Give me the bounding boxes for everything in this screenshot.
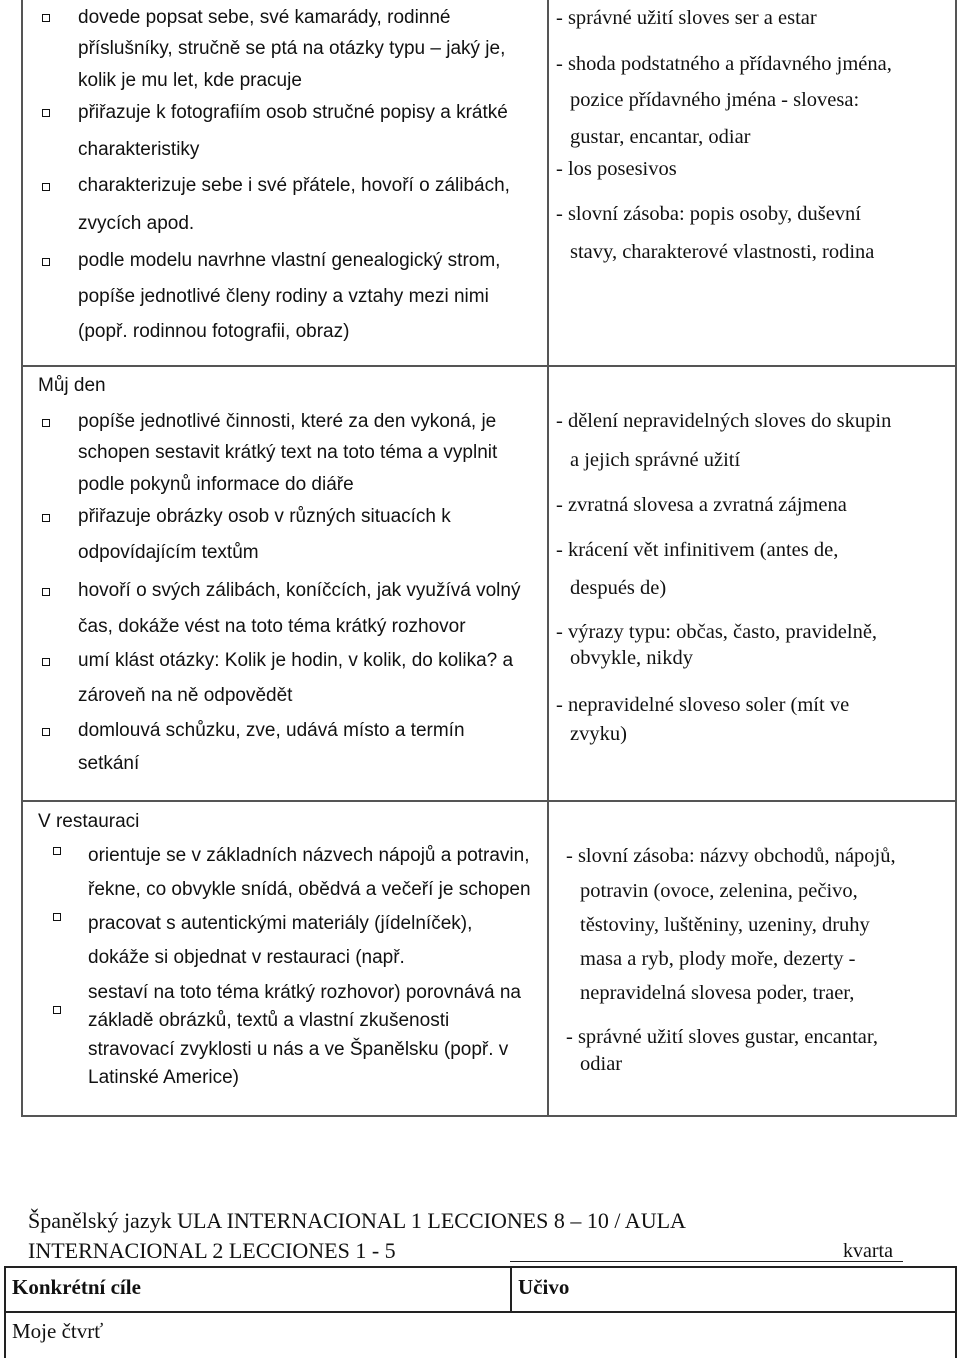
goal-text: domlouvá schůzku, zve, udává místo a termín — [78, 720, 465, 741]
goal-text: (popř. rodinnou fotografii, obraz) — [78, 321, 350, 342]
goal-text: přiřazuje k fotografiím osob stručné popisy a krátké — [78, 102, 508, 123]
content-text: - slovní zásoba: popis osoby, duševní — [556, 203, 862, 225]
checkbox-bullet-icon — [42, 658, 50, 666]
content-text: - dělení nepravidelných sloves do skupin — [556, 410, 892, 432]
content-text: a jejich správné užití — [570, 449, 741, 471]
content-text: - nepravidelné sloveso soler (mít ve — [556, 694, 850, 716]
goal-text: příslušníky, stručně se ptá na otázky typu – jaký je, — [78, 38, 506, 59]
goal-text: hovoří o svých zálibách, koníčcích, jak využívá volný — [78, 580, 521, 601]
content-text: - shoda podstatného a přídavného jména, — [556, 53, 892, 75]
goal-text: zvycích apod. — [78, 213, 195, 234]
table-right-border — [955, 0, 957, 1117]
goal-text: dokáže si objednat v restauraci (např. — [88, 947, 405, 968]
content-text: obvykle, nikdy — [570, 647, 693, 669]
goal-text: přiřazuje obrázky osob v různých situacích k — [78, 506, 451, 527]
checkbox-bullet-icon — [42, 514, 50, 522]
goal-text: zároveň na ně odpovědět — [78, 685, 293, 706]
table-column-divider — [547, 0, 549, 1117]
checkbox-bullet-icon — [42, 588, 50, 596]
content-text: - správné užití sloves ser a estar — [556, 7, 817, 29]
content-text: - los posesivos — [556, 158, 677, 180]
goal-text: Latinské Americe) — [88, 1067, 240, 1088]
checkbox-bullet-icon — [53, 913, 61, 921]
checkbox-bullet-icon — [53, 847, 61, 855]
checkbox-bullet-icon — [42, 14, 50, 22]
content-text: pozice přídavného jména - slovesa: — [570, 89, 860, 111]
table-left-border — [21, 0, 23, 1117]
content-text: - krácení vět infinitivem (antes de, — [556, 539, 839, 561]
goal-text: dovede popsat sebe, své kamarády, rodinné — [78, 7, 451, 28]
goal-text: umí klást otázky: Kolik je hodin, v kolik, do kolika? a — [78, 650, 514, 671]
goal-text: charakteristiky — [78, 139, 200, 160]
content-text: stavy, charakterové vlastnosti, rodina — [570, 241, 875, 263]
goal-text: podle modelu navrhne vlastní genealogický strom, — [78, 250, 501, 271]
subject-title: Španělský jazyk ULA INTERNACIONAL 1 LECCIONES 8 – 10 / AULA — [28, 1208, 686, 1233]
goal-text: setkání — [78, 753, 140, 774]
section-divider-2 — [21, 800, 957, 802]
new-table-top-border — [4, 1266, 956, 1268]
content-text: potravin (ovoce, zelenina, pečivo, — [580, 880, 858, 902]
column-header-goals: Konkrétní cíle — [12, 1275, 141, 1299]
content-text: odiar — [580, 1053, 623, 1075]
goal-text: orientuje se v základních názvech nápojů a potravin, — [88, 845, 530, 866]
goal-text: pracovat s autentickými materiály (jídelníček), — [88, 913, 473, 934]
content-text: - výrazy typu: občas, často, pravidelně, — [556, 621, 878, 643]
content-text: zvyku) — [570, 723, 627, 745]
content-text: masa a ryb, plody moře, dezerty - — [580, 948, 856, 970]
section-divider-1 — [21, 365, 957, 367]
goal-text: řekne, co obvykle snídá, obědvá a večeří je schopen — [88, 879, 531, 900]
section-heading: Můj den — [38, 375, 106, 396]
goal-text: schopen sestavit krátký text na toto téma a vyplnit — [78, 442, 498, 463]
content-text: těstoviny, luštěniny, uzeniny, druhy — [580, 914, 870, 936]
content-text: - zvratná slovesa a zvratná zájmena — [556, 494, 847, 516]
goal-text: odpovídajícím textům — [78, 542, 259, 563]
goal-text: čas, dokáže vést na toto téma krátký rozhovor — [78, 616, 466, 637]
goal-text: sestaví na toto téma krátký rozhovor) porovnává na — [88, 982, 521, 1003]
goal-text: základě obrázků, textů a vlastní zkušenosti — [88, 1010, 450, 1031]
subject-title-continued: INTERNACIONAL 2 LECCIONES 1 - 5 — [28, 1238, 396, 1263]
checkbox-bullet-icon — [53, 1006, 61, 1014]
new-table-column-divider — [510, 1266, 512, 1312]
new-table-right-border — [955, 1266, 957, 1358]
checkbox-bullet-icon — [42, 419, 50, 427]
content-text: gustar, encantar, odiar — [570, 126, 751, 148]
grade-label: kvarta — [843, 1240, 893, 1262]
column-header-content: Učivo — [518, 1275, 570, 1299]
checkbox-bullet-icon — [42, 109, 50, 117]
new-table-header-divider — [4, 1311, 956, 1313]
content-text: nepravidelná slovesa poder, traer, — [580, 982, 855, 1004]
section-heading: V restauraci — [38, 811, 140, 832]
checkbox-bullet-icon — [42, 728, 50, 736]
checkbox-bullet-icon — [42, 258, 50, 266]
goal-text: stravovací zvyklosti u nás a ve Španělsku (popř. v — [88, 1039, 509, 1060]
goal-text: podle pokynů informace do diáře — [78, 474, 354, 495]
content-text: - správné užití sloves gustar, encantar, — [566, 1026, 879, 1048]
goal-text: kolik je mu let, kde pracuje — [78, 70, 302, 91]
checkbox-bullet-icon — [42, 183, 50, 191]
section-heading: Moje čtvrť — [12, 1319, 104, 1343]
new-table-left-border — [4, 1266, 6, 1358]
content-text: - slovní zásoba: názvy obchodů, nápojů, — [566, 845, 896, 867]
table-bottom-border — [21, 1115, 957, 1117]
content-text: después de) — [570, 577, 667, 599]
goal-text: popíše jednotlivé činnosti, které za den vykoná, je — [78, 411, 497, 432]
goal-text: charakterizuje sebe i své přátele, hovoří o zálibách, — [78, 175, 510, 196]
goal-text: popíše jednotlivé členy rodiny a vztahy mezi nimi — [78, 286, 489, 307]
